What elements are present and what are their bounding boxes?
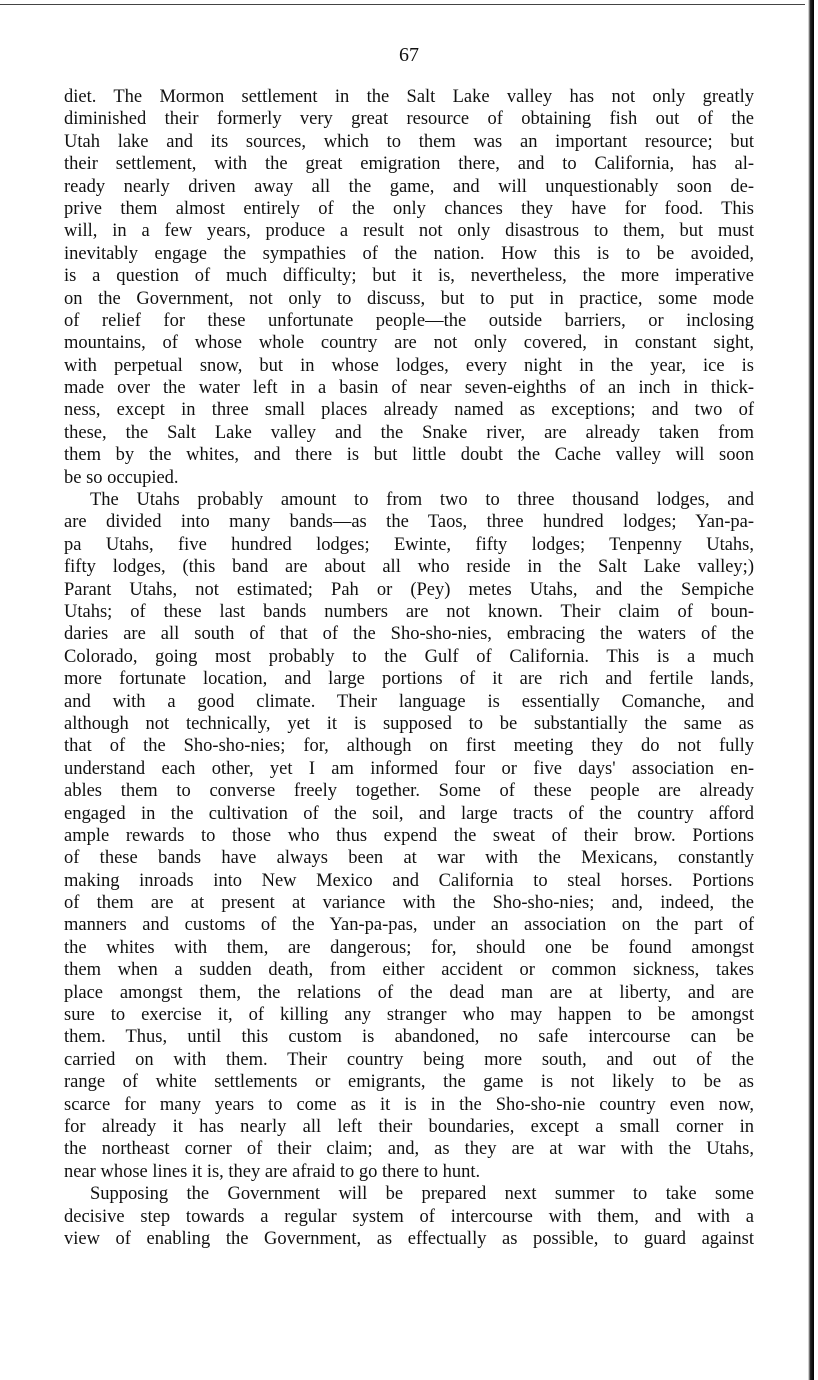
text-line: with perpetual snow, but in whose lodges, every night in the year, ice is <box>64 355 754 376</box>
text-line: more fortunate location, and large portions of it are rich and fertile lands, <box>64 669 754 690</box>
paragraph-end-line: be so occupied. <box>64 467 179 488</box>
paragraph-start-line: The Utahs probably amount to from two to three thousand lodges, and <box>90 490 754 511</box>
text-line: manners and customs of the Yan-pa-pas, under an association on the part of <box>64 915 754 936</box>
document-page <box>64 36 754 1250</box>
body-text <box>64 86 754 1250</box>
text-line: the northeast corner of their claim; and, as they are at war with the Utahs, <box>64 1139 754 1160</box>
text-line: ample rewards to those who thus expend the sweat of their brow. Portions <box>64 825 754 846</box>
page-edge-shadow <box>808 0 814 1380</box>
text-line: fifty lodges, (this band are about all who reside in the Salt Lake valley;) <box>64 557 754 578</box>
text-line: that of the Sho-sho-nies; for, although on first meeting they do not fully <box>64 736 754 757</box>
text-line: ness, except in three small places already named as exceptions; and two of <box>64 400 754 421</box>
text-line: them. Thus, until this custom is abandoned, no safe intercourse can be <box>64 1027 754 1048</box>
text-line: on the Government, not only to discuss, but to put in practice, some mode <box>64 288 754 309</box>
text-line: them by the whites, and there is but little doubt the Cache valley will soon <box>64 445 754 466</box>
text-line: pa Utahs, five hundred lodges; Ewinte, fifty lodges; Tenpenny Utahs, <box>64 534 754 555</box>
text-line: is a question of much difficulty; but it is, nevertheless, the more imperative <box>64 266 754 287</box>
text-line: ables them to converse freely together. Some of these people are already <box>64 781 754 802</box>
text-line: and with a good climate. Their language is essentially Comanche, and <box>64 691 754 712</box>
text-line: Utah lake and its sources, which to them was an important resource; but <box>64 131 754 152</box>
text-line: place amongst them, the relations of the dead man are at liberty, and are <box>64 982 754 1003</box>
text-line: of relief for these unfortunate people—the outside barriers, or inclosing <box>64 310 754 331</box>
text-line: will, in a few years, produce a result not only disastrous to them, but must <box>64 221 754 242</box>
paragraph-end-line: near whose lines it is, they are afraid to go there to hunt. <box>64 1161 481 1182</box>
text-line: prive them almost entirely of the only chances they have for food. This <box>64 198 754 219</box>
page-top-rule <box>0 0 805 5</box>
text-line: them when a sudden death, from either accident or common sickness, takes <box>64 960 754 981</box>
text-line: Parant Utahs, not estimated; Pah or (Pey) metes Utahs, and the Sempiche <box>64 579 754 600</box>
text-line: mountains, of whose whole country are not only covered, in constant sight, <box>64 333 754 354</box>
text-line: Colorado, going most probably to the Gulf of California. This is a much <box>64 646 754 667</box>
page-number: 67 <box>399 44 419 66</box>
text-line: the whites with them, are dangerous; for, should one be found amongst <box>64 937 754 958</box>
text-line: of them are at present at variance with the Sho-sho-nies; and, indeed, the <box>64 893 754 914</box>
text-line: range of white settlements or emigrants, the game is not likely to be as <box>64 1072 754 1093</box>
text-line: diet. The Mormon settlement in the Salt Lake valley has not only greatly <box>64 87 754 107</box>
text-line: making inroads into New Mexico and California to steal horses. Portions <box>64 870 754 891</box>
text-line: their settlement, with the great emigration there, and to California, has al- <box>64 154 754 175</box>
text-line: Utahs; of these last bands numbers are not known. Their claim of boun- <box>64 601 754 622</box>
text-line: for already it has nearly all left their boundaries, except a small corner in <box>64 1116 754 1137</box>
text-line: of these bands have always been at war with the Mexicans, constantly <box>64 848 754 869</box>
text-line: these, the Salt Lake valley and the Snake river, are already taken from <box>64 422 754 443</box>
text-line: although not technically, yet it is supposed to be substantially the same as <box>64 713 754 734</box>
text-line: inevitably engage the sympathies of the nation. How this is to be avoided, <box>64 243 754 264</box>
text-line: understand each other, yet I am informed four or five days' association en- <box>64 758 754 779</box>
paragraph-start-line: Supposing the Government will be prepared next summer to take some <box>90 1184 754 1205</box>
text-line: sure to exercise it, of killing any stranger who may happen to be amongst <box>64 1005 754 1026</box>
text-line: engaged in the cultivation of the soil, and large tracts of the country afford <box>64 803 754 824</box>
text-line: scarce for many years to come as it is in the Sho-sho-nie country even now, <box>64 1094 754 1115</box>
text-line: view of enabling the Government, as effectually as possible, to guard against <box>64 1228 754 1249</box>
text-line: made over the water left in a basin of near seven-eighths of an inch in thick- <box>64 378 754 399</box>
text-line: decisive step towards a regular system of intercourse with them, and with a <box>64 1206 754 1227</box>
text-line: daries are all south of that of the Sho-sho-nies, embracing the waters of the <box>64 624 754 645</box>
text-line: diminished their formerly very great resource of obtaining fish out of the <box>64 109 754 130</box>
text-line: are divided into many bands—as the Taos, three hundred lodges; Yan-pa- <box>64 512 754 533</box>
text-line: carried on with them. Their country being more south, and out of the <box>64 1049 754 1070</box>
text-line: ready nearly driven away all the game, and will unquestionably soon de- <box>64 176 754 197</box>
